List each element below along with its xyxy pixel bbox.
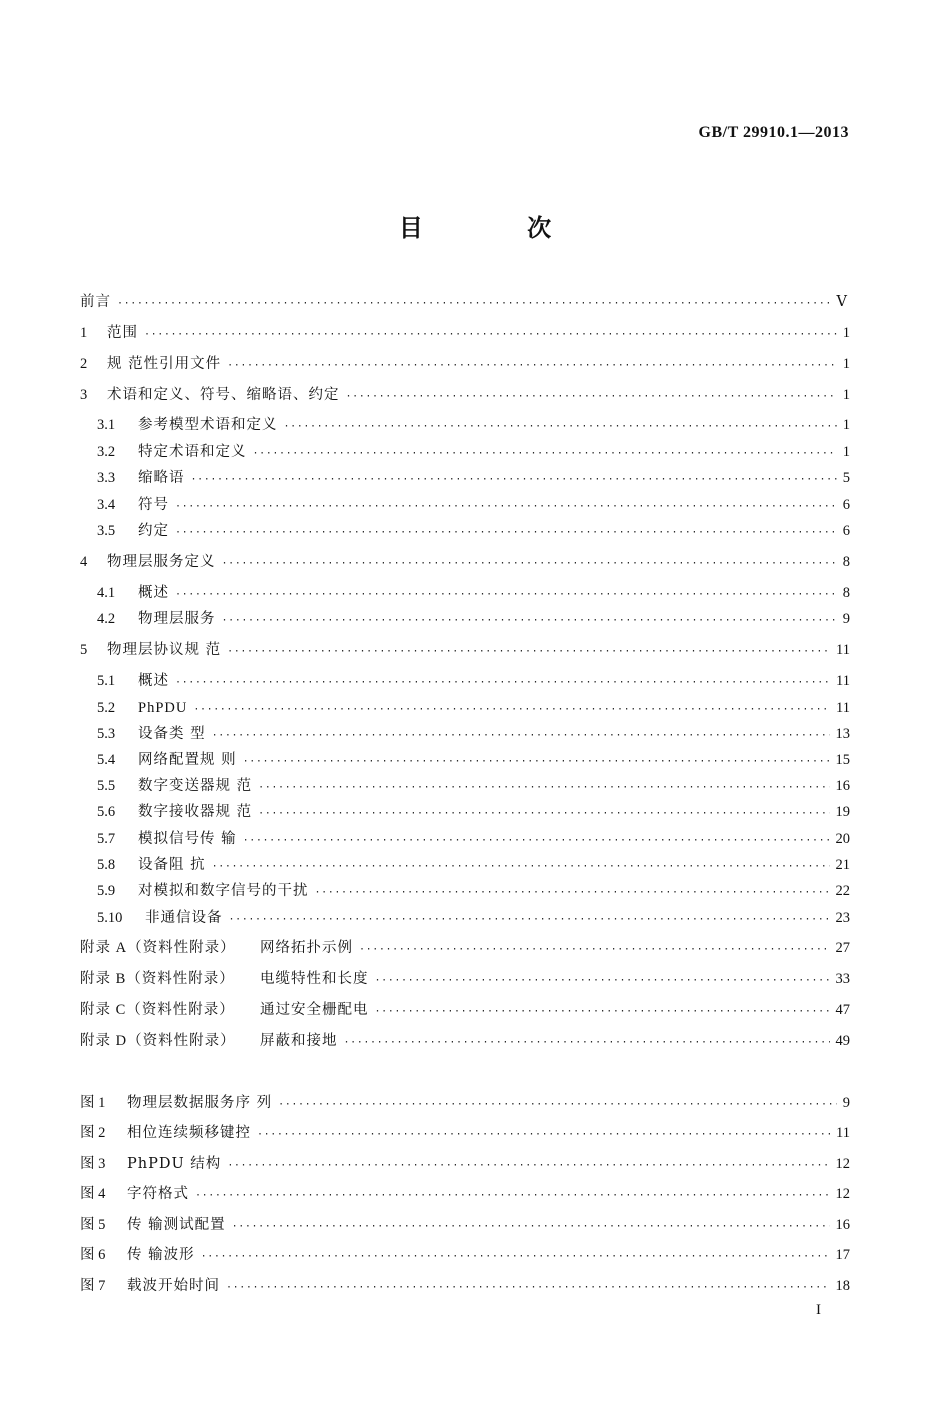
dot-leader	[375, 971, 830, 991]
toc-entry-number: 5.10	[97, 910, 123, 926]
toc-entry-number: 4.2	[97, 611, 116, 627]
toc-entry-number: 附录 A（资料性附录）	[80, 940, 236, 956]
dot-leader	[284, 417, 837, 437]
toc-entry-text: 前言	[80, 294, 111, 310]
toc-entry-number: 3.1	[97, 417, 116, 433]
toc-entry-annex-a[interactable]	[80, 936, 850, 960]
toc-entry-page: 6	[842, 523, 850, 539]
dot-leader	[201, 1247, 830, 1267]
toc-entry-3-4[interactable]	[97, 493, 850, 517]
toc-entry-text: 数字变送器规 范	[138, 778, 253, 794]
toc-entry-number: 附录 D（资料性附录）	[80, 1033, 236, 1049]
toc-entry-5-1[interactable]	[97, 669, 850, 693]
toc-entry-text: 数字接收器规 范	[138, 804, 253, 820]
toc-entry-page: 16	[835, 1217, 850, 1233]
toc-entry-text: 载波开始时间	[127, 1278, 220, 1294]
toc-figure-6[interactable]	[80, 1243, 850, 1267]
toc-entry-text: 参考模型术语和定义	[138, 417, 278, 433]
toc-entry-page: 18	[835, 1278, 850, 1294]
toc-entry-page: 47	[835, 1002, 850, 1018]
toc-title: 目 次	[398, 214, 600, 242]
toc-entry-number: 1	[80, 325, 88, 341]
dot-leader	[191, 470, 837, 490]
toc-entry-number: 5.5	[97, 778, 116, 794]
dot-leader	[243, 752, 830, 772]
toc-entry-5-2[interactable]	[97, 696, 850, 720]
dot-leader	[229, 910, 830, 930]
toc-entry-number: 5.2	[97, 700, 116, 716]
toc-entry-number: 5.1	[97, 673, 116, 689]
toc-entry-5-4[interactable]	[97, 748, 850, 772]
dot-leader	[253, 444, 837, 464]
dot-leader	[175, 523, 837, 543]
toc-entry-page: 1	[842, 325, 850, 341]
toc-entry-annex-b[interactable]	[80, 967, 850, 991]
toc-entry-text: 概述	[138, 673, 169, 689]
toc-entry-5-3[interactable]	[97, 722, 850, 746]
dot-leader	[243, 831, 830, 851]
toc-entry-text: 特定术语和定义	[138, 444, 247, 460]
toc-entry-number: 5.8	[97, 857, 116, 873]
toc-entry-page: 21	[835, 857, 850, 873]
dot-leader	[175, 497, 837, 517]
toc-entry-text: 传 输波形	[127, 1247, 195, 1263]
toc-entry-text: 物理层服务	[138, 611, 216, 627]
dot-leader	[195, 1186, 830, 1206]
toc-entry-page: 12	[835, 1156, 850, 1172]
dot-leader	[222, 554, 837, 574]
toc-entry-3-2[interactable]	[97, 440, 850, 464]
dot-leader	[258, 778, 829, 798]
toc-entry-page: 49	[835, 1033, 850, 1049]
toc-entry-3-3[interactable]	[97, 466, 850, 490]
dot-leader	[344, 1033, 830, 1053]
toc-entry-text: 物理层服务定义	[107, 554, 216, 570]
toc-entry-3-1[interactable]	[97, 413, 850, 437]
toc-entry-number: 4.1	[97, 585, 116, 601]
toc-figure-3[interactable]	[80, 1152, 850, 1176]
toc-entry-text: 网络配置规 则	[138, 752, 237, 768]
toc-entry-number: 3	[80, 387, 88, 403]
toc-figure-5[interactable]	[80, 1213, 850, 1237]
toc-entry-text: 范围	[107, 325, 138, 341]
toc-entry-annex-c[interactable]	[80, 998, 850, 1022]
toc-entry-text: 相位连续频移键控	[127, 1125, 251, 1141]
toc-entry-page: 1	[842, 356, 850, 372]
toc-entry-text: 规 范性引用文件	[107, 356, 222, 372]
toc-entry-text: 非通信设备	[145, 910, 223, 926]
toc-entry-page: 27	[835, 940, 850, 956]
toc-entry-page: 8	[842, 554, 850, 570]
standard-number: GB/T 29910.1—2013	[698, 124, 849, 141]
dot-leader	[278, 1095, 837, 1115]
toc-entry-number: 图 1	[80, 1095, 106, 1111]
toc-entry-page: 19	[835, 804, 850, 820]
toc-entry-2[interactable]	[80, 352, 850, 376]
toc-entry-5-10[interactable]	[97, 906, 850, 930]
dot-leader	[175, 673, 830, 693]
toc-entry-foreword[interactable]	[80, 290, 847, 314]
toc-entry-page: 5	[842, 470, 850, 486]
toc-figure-7[interactable]	[80, 1274, 850, 1298]
toc-entry-page: 15	[835, 752, 850, 768]
toc-entry-number: 2	[80, 356, 88, 372]
toc-figure-2[interactable]	[80, 1121, 850, 1145]
toc-entry-page: Ⅴ	[836, 294, 847, 310]
toc-entry-page: 11	[836, 1125, 850, 1141]
toc-entry-number: 5.6	[97, 804, 116, 820]
toc-entry-text: 对模拟和数字信号的干扰	[138, 883, 309, 899]
dot-leader	[222, 611, 837, 631]
dot-leader	[227, 1156, 829, 1176]
page-folio: I	[816, 1302, 821, 1318]
toc-entry-annex-d[interactable]	[80, 1029, 850, 1053]
dot-leader	[359, 940, 830, 960]
toc-entry-page: 16	[835, 778, 850, 794]
dot-leader	[346, 387, 837, 407]
toc-entry-5-6[interactable]	[97, 800, 850, 824]
toc-entry-3[interactable]	[80, 383, 850, 407]
toc-entry-number: 5.3	[97, 726, 116, 742]
toc-entry-page: 1	[842, 417, 850, 433]
toc-entry-page: 20	[835, 831, 850, 847]
toc-entry-page: 22	[835, 883, 850, 899]
toc-entry-text: 电缆特性和长度	[260, 971, 369, 987]
dot-leader	[193, 700, 830, 720]
toc-entry-number: 图 4	[80, 1186, 106, 1202]
toc-entry-text: 字符格式	[127, 1186, 189, 1202]
toc-entry-number: 5.9	[97, 883, 116, 899]
toc-entry-page: 1	[842, 387, 850, 403]
toc-entry-text: 传 输测试配置	[127, 1217, 226, 1233]
toc-entry-page: 11	[836, 700, 850, 716]
toc-figure-4[interactable]	[80, 1182, 850, 1206]
toc-entry-page: 17	[835, 1247, 850, 1263]
toc-entry-text: 设备阻 抗	[138, 857, 206, 873]
toc-entry-page: 13	[835, 726, 850, 742]
toc-entry-number: 3.4	[97, 497, 116, 513]
toc-entry-text: 约定	[138, 523, 169, 539]
toc-entry-page: 9	[842, 611, 850, 627]
toc-entry-number: 图 3	[80, 1156, 106, 1172]
dot-leader	[315, 883, 830, 903]
toc-entry-page: 11	[836, 642, 850, 658]
dot-leader	[258, 804, 829, 824]
toc-entry-5-8[interactable]	[97, 853, 850, 877]
toc-entry-number: 3.2	[97, 444, 116, 460]
dot-leader	[232, 1217, 830, 1237]
toc-entry-text: 物理层数据服务序 列	[127, 1095, 273, 1111]
dot-leader	[226, 1278, 830, 1298]
toc-entry-text: 概述	[138, 585, 169, 601]
toc-entry-5[interactable]	[80, 638, 850, 662]
dot-leader	[175, 585, 837, 605]
toc-entry-text: 通过安全栅配电	[260, 1002, 369, 1018]
toc-entry-number: 3.3	[97, 470, 116, 486]
toc-entry-text: PhPDU	[138, 700, 188, 716]
toc-entry-number: 3.5	[97, 523, 116, 539]
dot-leader	[144, 325, 837, 345]
toc-entry-page: 9	[842, 1095, 850, 1111]
dot-leader	[117, 294, 831, 314]
toc-entry-text: 术语和定义、符号、缩略语、约定	[107, 387, 340, 403]
toc-entry-text: 缩略语	[138, 470, 185, 486]
dot-leader	[375, 1002, 830, 1022]
toc-entry-text: 设备类 型	[138, 726, 206, 742]
toc-entry-number: 5	[80, 642, 88, 658]
toc-entry-text: 符号	[138, 497, 169, 513]
dot-leader	[227, 356, 837, 376]
toc-entry-4-2[interactable]	[97, 607, 850, 631]
toc-entry-text: 模拟信号传 输	[138, 831, 237, 847]
toc-entry-number: 图 7	[80, 1278, 106, 1294]
toc-entry-1[interactable]	[80, 321, 850, 345]
toc-entry-4-1[interactable]	[97, 581, 850, 605]
dot-leader	[212, 726, 830, 746]
toc-entry-text: 网络拓扑示例	[260, 940, 353, 956]
toc-entry-page: 23	[835, 910, 850, 926]
toc-entry-number: 附录 B（资料性附录）	[80, 971, 235, 987]
toc-entry-number: 图 5	[80, 1217, 106, 1233]
toc-entry-4[interactable]	[80, 550, 850, 574]
toc-entry-page: 12	[835, 1186, 850, 1202]
toc-figure-1[interactable]	[80, 1091, 850, 1115]
toc-entry-text: PhPDU 结构	[127, 1156, 222, 1172]
toc-entry-text: 物理层协议规 范	[107, 642, 222, 658]
toc-entry-number: 附录 C（资料性附录）	[80, 1002, 235, 1018]
toc-entry-5-5[interactable]	[97, 774, 850, 798]
toc-entry-5-9[interactable]	[97, 879, 850, 903]
toc-entry-3-5[interactable]	[97, 519, 850, 543]
dot-leader	[212, 857, 830, 877]
dot-leader	[257, 1125, 830, 1145]
toc-entry-5-7[interactable]	[97, 827, 850, 851]
toc-entry-page: 33	[835, 971, 850, 987]
dot-leader	[227, 642, 830, 662]
toc-entry-number: 4	[80, 554, 88, 570]
toc-entry-number: 图 2	[80, 1125, 106, 1141]
toc-entry-number: 图 6	[80, 1247, 106, 1263]
toc-entry-page: 1	[842, 444, 850, 460]
toc-entry-page: 8	[842, 585, 850, 601]
toc-entry-text: 屏蔽和接地	[260, 1033, 338, 1049]
toc-entry-page: 11	[836, 673, 850, 689]
toc-entry-number: 5.7	[97, 831, 116, 847]
toc-entry-page: 6	[842, 497, 850, 513]
toc-entry-number: 5.4	[97, 752, 116, 768]
